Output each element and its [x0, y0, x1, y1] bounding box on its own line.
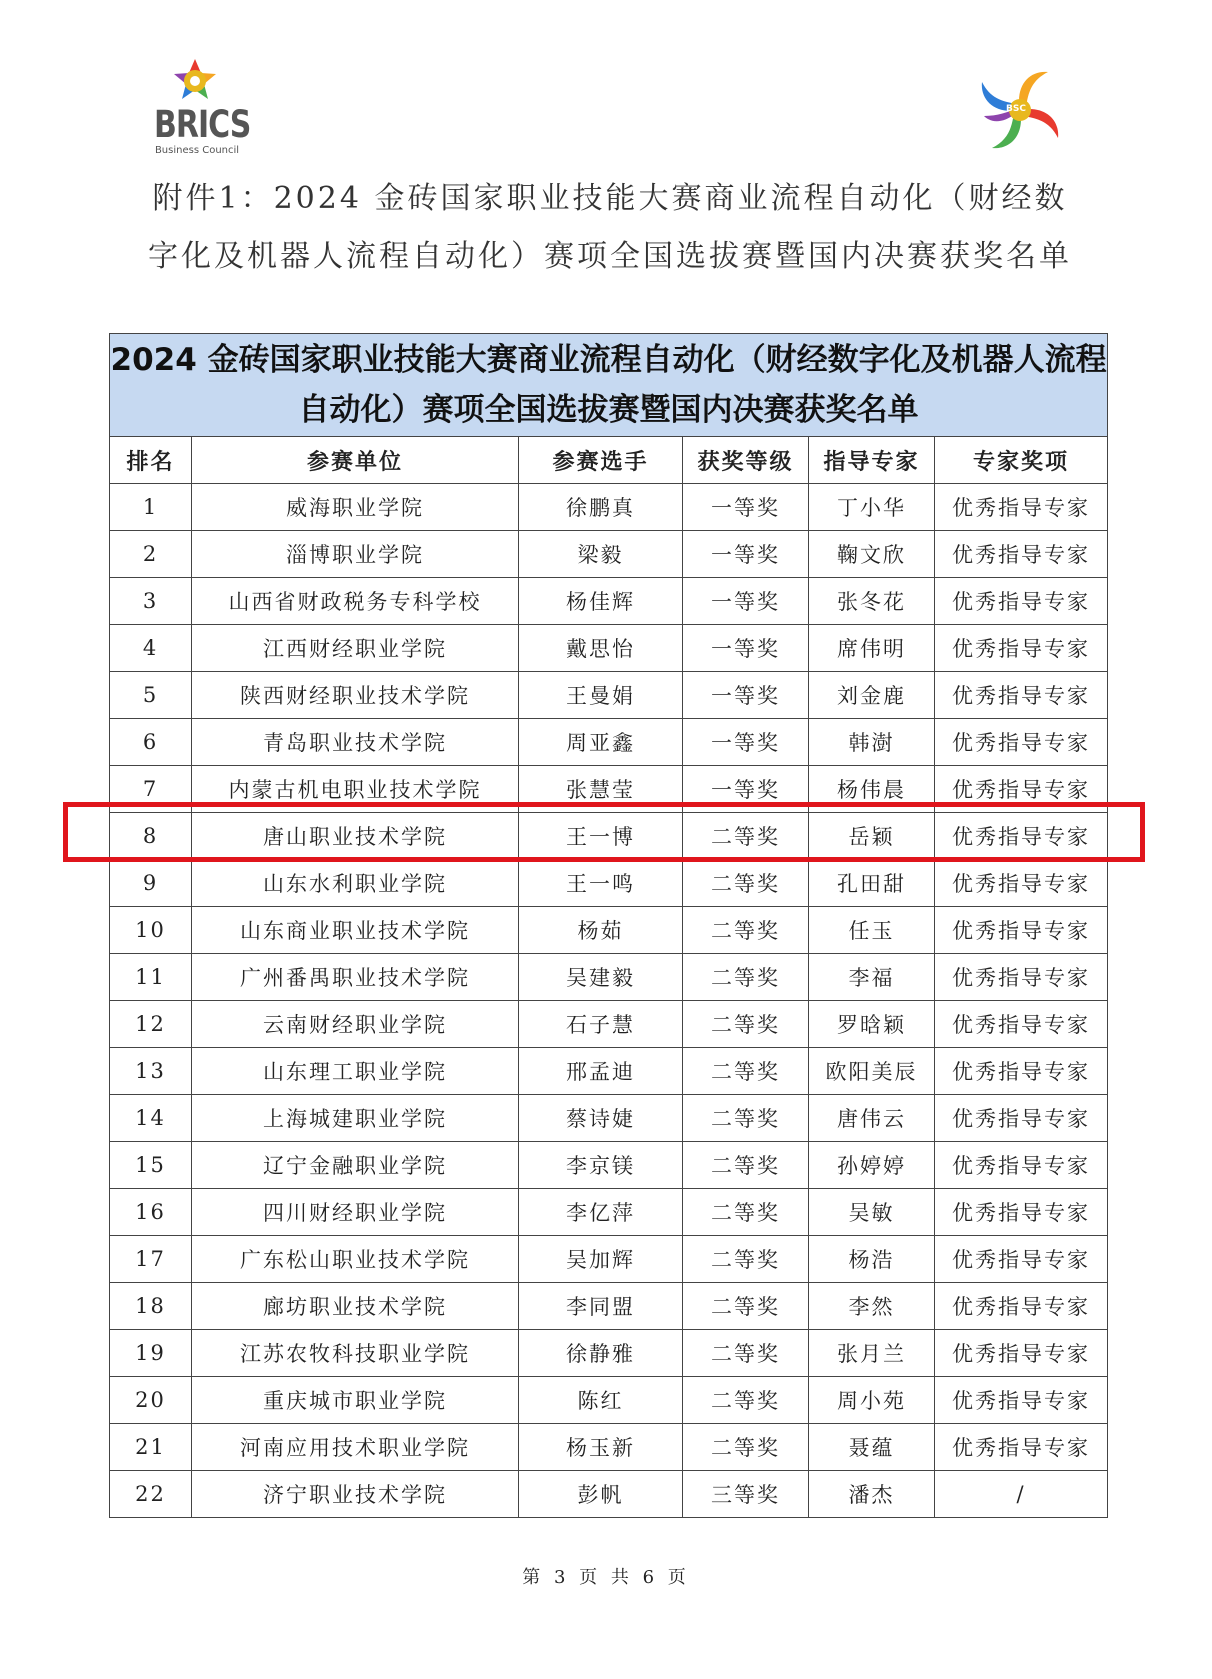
- unit-cell: 山东理工职业学院: [192, 1048, 519, 1095]
- expert-cell: 欧阳美辰: [809, 1048, 935, 1095]
- bsc-text: BSC: [1006, 104, 1026, 114]
- expert-cell: 杨伟晨: [809, 766, 935, 813]
- unit-cell: 河南应用技术职业学院: [192, 1424, 519, 1471]
- expert-cell: 周小苑: [809, 1377, 935, 1424]
- rank-cell: 14: [110, 1095, 192, 1142]
- table-row: [110, 1283, 1108, 1330]
- rank-cell: 21: [110, 1424, 192, 1471]
- table-header-row: [110, 437, 1108, 484]
- unit-cell: 廊坊职业技术学院: [192, 1283, 519, 1330]
- award-level-cell: 二等奖: [683, 1424, 809, 1471]
- expert-cell: 孔田甜: [809, 860, 935, 907]
- expert-award-cell: 优秀指导专家: [935, 1236, 1108, 1283]
- contestant-cell: 石子慧: [519, 1001, 683, 1048]
- expert-cell: 岳颖: [809, 813, 935, 860]
- rank-cell: 6: [110, 719, 192, 766]
- expert-cell: 李然: [809, 1283, 935, 1330]
- unit-cell: 四川财经职业学院: [192, 1189, 519, 1236]
- expert-cell: 任玉: [809, 907, 935, 954]
- unit-cell: 辽宁金融职业学院: [192, 1142, 519, 1189]
- expert-award-cell: 优秀指导专家: [935, 719, 1108, 766]
- brics-star-icon: [150, 55, 240, 105]
- contestant-cell: 杨玉新: [519, 1424, 683, 1471]
- award-level-cell: 二等奖: [683, 813, 809, 860]
- table-row: [110, 1048, 1108, 1095]
- unit-cell: 威海职业学院: [192, 484, 519, 531]
- rank-cell: 10: [110, 907, 192, 954]
- award-level-cell: 二等奖: [683, 954, 809, 1001]
- bsc-logo: [970, 60, 1070, 160]
- header-contestant: 参赛选手: [519, 437, 683, 484]
- rank-cell: 18: [110, 1283, 192, 1330]
- table-row: [110, 484, 1108, 531]
- award-level-cell: 二等奖: [683, 1189, 809, 1236]
- award-level-cell: 三等奖: [683, 1471, 809, 1518]
- contestant-cell: 李亿萍: [519, 1189, 683, 1236]
- rank-cell: 12: [110, 1001, 192, 1048]
- expert-award-cell: 优秀指导专家: [935, 1330, 1108, 1377]
- table-row: [110, 1142, 1108, 1189]
- contestant-cell: 杨佳辉: [519, 578, 683, 625]
- award-level-cell: 二等奖: [683, 1377, 809, 1424]
- expert-award-cell: 优秀指导专家: [935, 1048, 1108, 1095]
- contestant-cell: 邢孟迪: [519, 1048, 683, 1095]
- highlight-frame: [63, 802, 1145, 862]
- expert-cell: 张月兰: [809, 1330, 935, 1377]
- contestant-cell: 陈红: [519, 1377, 683, 1424]
- award-level-cell: 二等奖: [683, 1095, 809, 1142]
- expert-cell: 李福: [809, 954, 935, 1001]
- expert-cell: 孙婷婷: [809, 1142, 935, 1189]
- contestant-cell: 王曼娟: [519, 672, 683, 719]
- document-title: 附件1：2024 金砖国家职业技能大赛商业流程自动化（财经数字化及机器人流程自动化）赛项全国选拔赛暨国内决赛获奖名单: [148, 181, 1072, 274]
- award-level-cell: 二等奖: [683, 1142, 809, 1189]
- expert-award-cell: /: [935, 1471, 1108, 1518]
- unit-cell: 重庆城市职业学院: [192, 1377, 519, 1424]
- expert-award-cell: 优秀指导专家: [935, 1283, 1108, 1330]
- table-row: [110, 531, 1108, 578]
- awards-table: [109, 333, 1108, 1518]
- expert-cell: 丁小华: [809, 484, 935, 531]
- contestant-cell: 杨茹: [519, 907, 683, 954]
- table-row: [110, 1377, 1108, 1424]
- table-banner: 2024 金砖国家职业技能大赛商业流程自动化（财经数字化及机器人流程自动化）赛项全国选拔赛暨国内决赛获奖名单: [110, 334, 1108, 437]
- expert-award-cell: 优秀指导专家: [935, 1189, 1108, 1236]
- rank-cell: 1: [110, 484, 192, 531]
- contestant-cell: 王一鸣: [519, 860, 683, 907]
- award-level-cell: 二等奖: [683, 907, 809, 954]
- rank-cell: 16: [110, 1189, 192, 1236]
- header-unit: 参赛单位: [192, 437, 519, 484]
- expert-award-cell: 优秀指导专家: [935, 625, 1108, 672]
- expert-award-cell: 优秀指导专家: [935, 578, 1108, 625]
- award-level-cell: 一等奖: [683, 672, 809, 719]
- unit-cell: 江苏农牧科技职业学院: [192, 1330, 519, 1377]
- expert-cell: 杨浩: [809, 1236, 935, 1283]
- unit-cell: 广州番禺职业技术学院: [192, 954, 519, 1001]
- contestant-cell: 徐鹏真: [519, 484, 683, 531]
- contestant-cell: 周亚鑫: [519, 719, 683, 766]
- unit-cell: 山东商业职业技术学院: [192, 907, 519, 954]
- award-level-cell: 一等奖: [683, 578, 809, 625]
- expert-award-cell: 优秀指导专家: [935, 813, 1108, 860]
- rank-cell: 7: [110, 766, 192, 813]
- table-row: [110, 1424, 1108, 1471]
- rank-cell: 11: [110, 954, 192, 1001]
- expert-cell: 张冬花: [809, 578, 935, 625]
- contestant-cell: 梁毅: [519, 531, 683, 578]
- expert-cell: 韩澍: [809, 719, 935, 766]
- unit-cell: 山西省财政税务专科学校: [192, 578, 519, 625]
- table-row: [110, 1330, 1108, 1377]
- award-level-cell: 二等奖: [683, 1236, 809, 1283]
- table-row: [110, 672, 1108, 719]
- header-expert: 指导专家: [809, 437, 935, 484]
- award-level-cell: 一等奖: [683, 625, 809, 672]
- header-rank: 排名: [110, 437, 192, 484]
- unit-cell: 陕西财经职业技术学院: [192, 672, 519, 719]
- expert-cell: 唐伟云: [809, 1095, 935, 1142]
- expert-award-cell: 优秀指导专家: [935, 1377, 1108, 1424]
- award-level-cell: 二等奖: [683, 1283, 809, 1330]
- contestant-cell: 蔡诗婕: [519, 1095, 683, 1142]
- table-row: [110, 1471, 1108, 1518]
- award-level-cell: 一等奖: [683, 719, 809, 766]
- rank-cell: 8: [110, 813, 192, 860]
- contestant-cell: 彭帆: [519, 1471, 683, 1518]
- award-level-cell: 二等奖: [683, 1048, 809, 1095]
- expert-cell: 刘金鹿: [809, 672, 935, 719]
- expert-award-cell: 优秀指导专家: [935, 672, 1108, 719]
- rank-cell: 13: [110, 1048, 192, 1095]
- expert-cell: 罗晗颖: [809, 1001, 935, 1048]
- unit-cell: 山东水利职业学院: [192, 860, 519, 907]
- table-body: [110, 484, 1108, 1518]
- table-row: [110, 625, 1108, 672]
- table-row: [110, 578, 1108, 625]
- rank-cell: 4: [110, 625, 192, 672]
- contestant-cell: 张慧莹: [519, 766, 683, 813]
- award-level-cell: 一等奖: [683, 766, 809, 813]
- contestant-cell: 李京镁: [519, 1142, 683, 1189]
- award-level-cell: 一等奖: [683, 484, 809, 531]
- table-row: [110, 1236, 1108, 1283]
- unit-cell: 济宁职业技术学院: [192, 1471, 519, 1518]
- rank-cell: 15: [110, 1142, 192, 1189]
- expert-cell: 席伟明: [809, 625, 935, 672]
- table-row: [110, 1095, 1108, 1142]
- expert-cell: 吴敏: [809, 1189, 935, 1236]
- award-level-cell: 二等奖: [683, 1330, 809, 1377]
- table-row: [110, 907, 1108, 954]
- unit-cell: 云南财经职业学院: [192, 1001, 519, 1048]
- contestant-cell: 徐静雅: [519, 1330, 683, 1377]
- table-row: [110, 954, 1108, 1001]
- expert-award-cell: 优秀指导专家: [935, 1001, 1108, 1048]
- award-level-cell: 一等奖: [683, 531, 809, 578]
- expert-award-cell: 优秀指导专家: [935, 531, 1108, 578]
- unit-cell: 上海城建职业学院: [192, 1095, 519, 1142]
- header-expert-award: 专家奖项: [935, 437, 1108, 484]
- contestant-cell: 吴加辉: [519, 1236, 683, 1283]
- brics-wordmark: BRICS: [154, 103, 251, 147]
- award-level-cell: 二等奖: [683, 860, 809, 907]
- rank-cell: 20: [110, 1377, 192, 1424]
- brics-logo: [150, 55, 251, 156]
- table-row: [110, 1189, 1108, 1236]
- expert-award-cell: 优秀指导专家: [935, 766, 1108, 813]
- contestant-cell: 吴建毅: [519, 954, 683, 1001]
- expert-award-cell: 优秀指导专家: [935, 907, 1108, 954]
- expert-award-cell: 优秀指导专家: [935, 1095, 1108, 1142]
- contestant-cell: 王一博: [519, 813, 683, 860]
- header-award-level: 获奖等级: [683, 437, 809, 484]
- unit-cell: 内蒙古机电职业技术学院: [192, 766, 519, 813]
- table-row: [110, 1001, 1108, 1048]
- page-footer: 第 3 页 共 6 页: [522, 1567, 690, 1588]
- expert-award-cell: 优秀指导专家: [935, 1142, 1108, 1189]
- expert-cell: 聂蕴: [809, 1424, 935, 1471]
- expert-award-cell: 优秀指导专家: [935, 484, 1108, 531]
- expert-award-cell: 优秀指导专家: [935, 1424, 1108, 1471]
- contestant-cell: 戴思怡: [519, 625, 683, 672]
- table-row: [110, 719, 1108, 766]
- expert-award-cell: 优秀指导专家: [935, 954, 1108, 1001]
- rank-cell: 3: [110, 578, 192, 625]
- rank-cell: 22: [110, 1471, 192, 1518]
- expert-award-cell: 优秀指导专家: [935, 860, 1108, 907]
- unit-cell: 唐山职业技术学院: [192, 813, 519, 860]
- table-row: [110, 860, 1108, 907]
- unit-cell: 广东松山职业技术学院: [192, 1236, 519, 1283]
- expert-cell: 鞠文欣: [809, 531, 935, 578]
- unit-cell: 江西财经职业学院: [192, 625, 519, 672]
- rank-cell: 19: [110, 1330, 192, 1377]
- rank-cell: 2: [110, 531, 192, 578]
- rank-cell: 17: [110, 1236, 192, 1283]
- award-level-cell: 二等奖: [683, 1001, 809, 1048]
- unit-cell: 淄博职业学院: [192, 531, 519, 578]
- expert-cell: 潘杰: [809, 1471, 935, 1518]
- contestant-cell: 李同盟: [519, 1283, 683, 1330]
- brics-subtitle: Business Council: [154, 145, 240, 156]
- unit-cell: 青岛职业技术学院: [192, 719, 519, 766]
- rank-cell: 5: [110, 672, 192, 719]
- rank-cell: 9: [110, 860, 192, 907]
